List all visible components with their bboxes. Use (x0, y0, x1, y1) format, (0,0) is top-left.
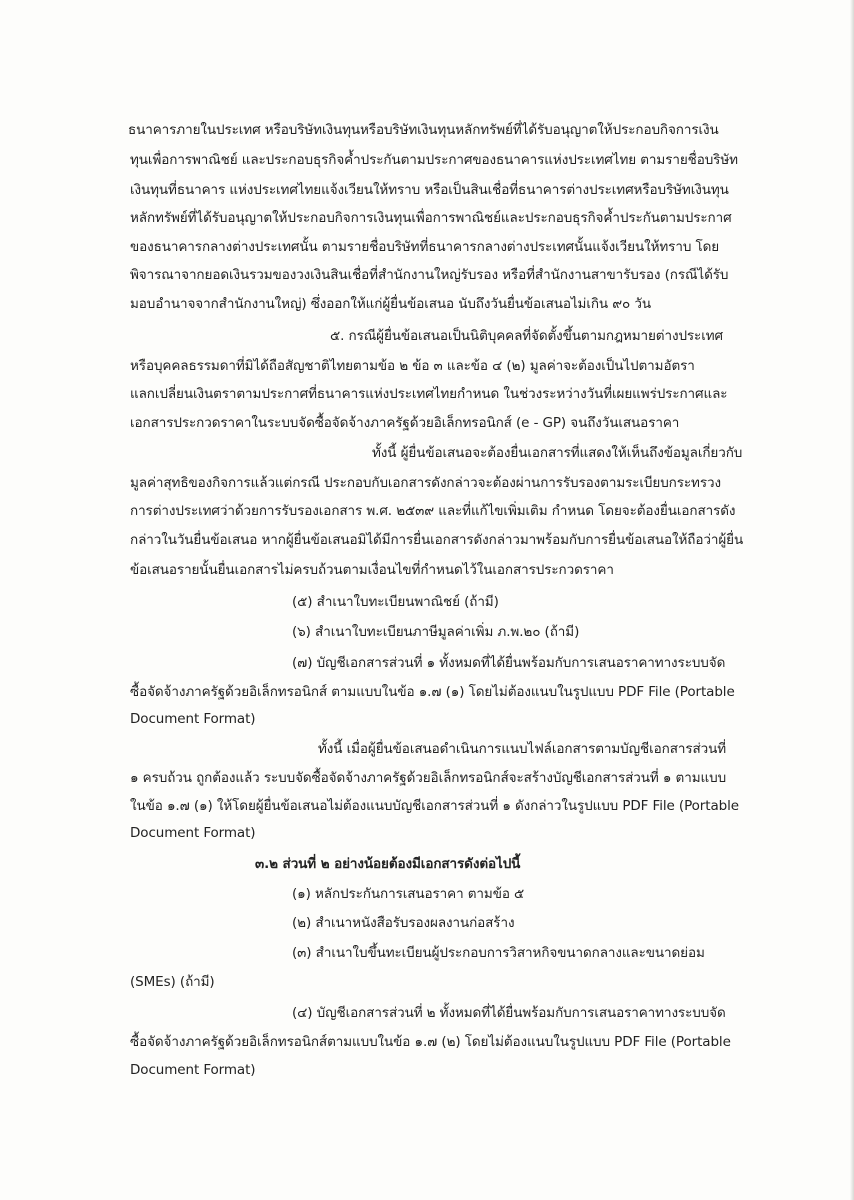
paragraph-line: Document Format) (130, 711, 256, 727)
list-item: (๗) บัญชีเอกสารส่วนที่ ๑ ทั้งหมดที่ได้ยื่นพร้อมกับการเสนอราคาทางระบบจัด (292, 655, 726, 671)
paragraph-line: หรือบุคคลธรรมดาที่มิได้ถือสัญชาติไทยตามข้อ ๒ ข้อ ๓ และข้อ ๔ (๒) มูลค่าจะต้องเป็นไปตามอัตรา (130, 358, 695, 374)
section-heading: ๓.๒ ส่วนที่ ๒ อย่างน้อยต้องมีเอกสารดังต่อไปนี้ (255, 856, 521, 872)
list-item: (๔) บัญชีเอกสารส่วนที่ ๒ ทั้งหมดที่ได้ยื่นพร้อมกับการเสนอราคาทางระบบจัด (292, 1005, 726, 1021)
paragraph-line: แลกเปลี่ยนเงินตราตามประกาศที่ธนาคารแห่งประเทศไทยกำหนด ในช่วงระหว่างวันที่เผยแพร่ประกาศและ (130, 386, 728, 402)
paragraph-line: มูลค่าสุทธิของกิจการแล้วแต่กรณี ประกอบกับเอกสารดังกล่าวจะต้องผ่านการรับรองตามระเบียบกระทรวง (130, 475, 721, 491)
paragraph-line: ทั้งนี้ ผู้ยื่นข้อเสนอจะต้องยื่นเอกสารที่แสดงให้เห็นถึงข้อมูลเกี่ยวกับ (372, 445, 743, 461)
paragraph-line: เอกสารประกวดราคาในระบบจัดซื้อจัดจ้างภาครัฐด้วยอิเล็กทรอนิกส์ (e - GP) จนถึงวันเสนอราคา (130, 415, 680, 431)
paragraph-line: Document Format) (130, 825, 256, 841)
paragraph-line: ธนาคารภายในประเทศ หรือบริษัทเงินทุนหรือบริษัทเงินทุนหลักทรัพย์ที่ได้รับอนุญาตให้ประกอบกิจการเงิน (128, 122, 719, 138)
paragraph-line: การต่างประเทศว่าด้วยการรับรองเอกสาร พ.ศ. ๒๕๓๙ และที่แก้ไขเพิ่มเติม กำหนด โดยจะต้องยื่นเอกสารดัง (130, 503, 736, 519)
list-item: (๕) สำเนาใบทะเบียนพาณิชย์ (ถ้ามี) (292, 594, 499, 610)
paragraph-line: ทุนเพื่อการพาณิชย์ และประกอบธุรกิจค้ำประกันตามประกาศของธนาคารแห่งประเทศไทย ตามรายชื่อบริษัท (130, 152, 738, 168)
paragraph-line: ๑ ครบถ้วน ถูกต้องแล้ว ระบบจัดซื้อจัดจ้างภาครัฐด้วยอิเล็กทรอนิกส์จะสร้างบัญชีเอกสารส่วนที่ ๑ ตามแบบ (130, 770, 727, 786)
paragraph-line: ของธนาคารกลางต่างประเทศนั้น ตามรายชื่อบริษัทที่ธนาคารกลางต่างประเทศนั้นแจ้งเวียนให้ทราบ โดย (130, 239, 720, 255)
list-item: (๒) สำเนาหนังสือรับรองผลงานก่อสร้าง (292, 915, 515, 931)
paragraph-line: พิจารณาจากยอดเงินรวมของวงเงินสินเชื่อที่สำนักงานใหญ่รับรอง หรือที่สำนักงานสาขารับรอง (กรณีได้รับ (130, 267, 729, 283)
paragraph-line: หลักทรัพย์ที่ได้รับอนุญาตให้ประกอบกิจการเงินทุนเพื่อการพาณิชย์และประกอบธุรกิจค้ำประกันตามประกาศ (130, 210, 732, 226)
paragraph-line: ทั้งนี้ เมื่อผู้ยื่นข้อเสนอดำเนินการแนบไฟล์เอกสารตามบัญชีเอกสารส่วนที่ (318, 741, 727, 757)
paragraph-line: ข้อเสนอรายนั้นยื่นเอกสารไม่ครบถ้วนตามเงื่อนไขที่กำหนดไว้ในเอกสารประกวดราคา (130, 562, 614, 578)
list-item: (๑) หลักประกันการเสนอราคา ตามข้อ ๕ (292, 886, 525, 902)
clause-5-heading: ๕. กรณีผู้ยื่นข้อเสนอเป็นนิติบุคคลที่จัดตั้งขึ้นตามกฎหมายต่างประเทศ (330, 328, 723, 344)
paragraph-line: (SMEs) (ถ้ามี) (130, 974, 215, 990)
paragraph-line: Document Format) (130, 1062, 256, 1078)
page-edge (850, 0, 854, 1200)
list-item: (๓) สำเนาใบขึ้นทะเบียนผู้ประกอบการวิสาหกิจขนาดกลางและขนาดย่อม (292, 945, 705, 961)
paragraph-line: กล่าวในวันยื่นข้อเสนอ หากผู้ยื่นข้อเสนอมิได้มีการยื่นเอกสารดังกล่าวมาพร้อมกับการยื่นข้อเสนอให้ถือว่าผู้ยื่น (130, 532, 744, 548)
paragraph-line: เงินทุนที่ธนาคาร แห่งประเทศไทยแจ้งเวียนให้ทราบ หรือเป็นสินเชื่อที่ธนาคารต่างประเทศหรือบริษัทเงินทุน (130, 182, 729, 198)
paragraph-line: ในข้อ ๑.๗ (๑) ให้โดยผู้ยื่นข้อเสนอไม่ต้องแนบบัญชีเอกสารส่วนที่ ๑ ดังกล่าวในรูปแบบ PDF File (Portable (130, 798, 739, 814)
paragraph-line: มอบอำนาจจากสำนักงานใหญ่) ซึ่งออกให้แก่ผู้ยื่นข้อเสนอ นับถึงวันยื่นข้อเสนอไม่เกิน ๙๐ วัน (130, 296, 651, 312)
paragraph-line: ซื้อจัดจ้างภาครัฐด้วยอิเล็กทรอนิกส์ตามแบบในข้อ ๑.๗ (๒) โดยไม่ต้องแนบในรูปแบบ PDF File (Portable (130, 1034, 731, 1050)
paragraph-line: ซื้อจัดจ้างภาครัฐด้วยอิเล็กทรอนิกส์ ตามแบบในข้อ ๑.๗ (๑) โดยไม่ต้องแนบในรูปแบบ PDF File (Portable (130, 684, 735, 700)
list-item: (๖) สำเนาใบทะเบียนภาษีมูลค่าเพิ่ม ภ.พ.๒๐ (ถ้ามี) (292, 624, 580, 640)
